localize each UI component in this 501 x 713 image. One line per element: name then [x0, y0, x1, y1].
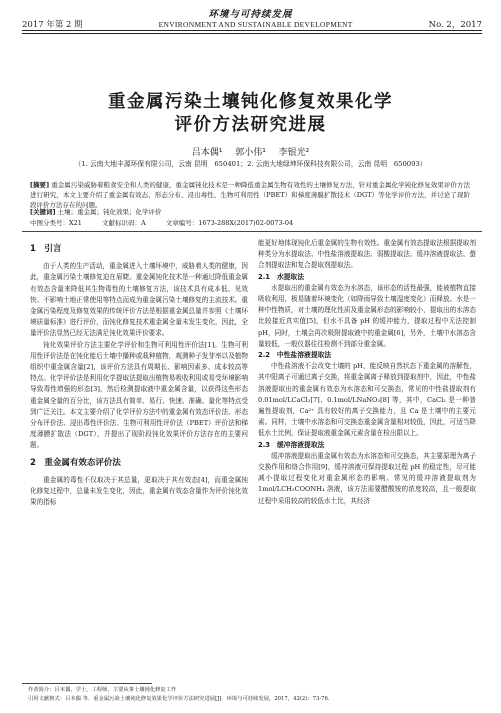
author: 李银光² [278, 148, 310, 158]
journal-name-en: ENVIRONMENT AND SUSTAINABLE DEVELOPMENT [158, 20, 353, 29]
keywords-label: [关键词] [30, 208, 56, 216]
paragraph: 由于人类的生产活动，重金属进入土壤环境中，威胁着人类的健康，因此，重金属污染土壤修复迫在眉睫。重金属钝化技术是一种通过降低重金属有效态含量来降低其生物毒性的土壤修复方法，该技术具有成本低、见效快、不影响土地正常使用等特点而成为重金属污染土壤修复的主流技术。重金属污染程度及修复效果的传统评价方法是根据重金属总量并参照《土壤环境质量标准》进行评价，而钝化修复技术重金属全量未发生变化，因此，全量评价法显然已经无法满足钝化效果评价要求。 [30, 262, 248, 338]
issue-en: No. 2，2017 [428, 20, 482, 30]
classification-line [30, 218, 470, 228]
subsection-heading-2-1: 2.1 水提取法 [258, 272, 305, 281]
keywords [30, 207, 470, 217]
doc-code: 文献标识码：A [101, 219, 146, 227]
author: 郭小伟¹ [235, 148, 266, 158]
footnote-rule [22, 683, 152, 684]
section-heading-intro: 1 引言 [30, 244, 62, 254]
affiliation: （1. 云南大地丰源环保有限公司，云南 昆明 650401；2. 云南大地绿坤环保科技有限公司，云南 昆明 650093） [74, 160, 427, 168]
header-rule-thin [22, 33, 482, 34]
paper-title-line1: 重金属污染土壤钝化修复效果化学 [108, 92, 393, 112]
right-column [258, 238, 476, 507]
issue-cn: 2017 年第 2 期 [22, 20, 83, 30]
header-row [22, 18, 482, 30]
paragraph: 重金属的毒性不仅取决于其总量，更取决于其有效态[4]，而重金属钝化修复过程中，总量未发生变化，因此，重金属有效态含量作为评价钝化效果的指标 [30, 475, 248, 507]
paragraph: 缓冲溶液提取出重金属有效态为水溶态和可交换态，其主要原理为离子交换作用和络合作用[9]，缓冲溶液可保持提取过程 pH 的稳定性，尽可能减小提取过程变化对重金属形态的影响。常见的缓冲溶液提取剂为 1mol/LCH₃COONH₄ 溶液，该方法需要醋酸铵的浓度较高，且一般提取过程中采用较高的较低水土比，其经济 [258, 451, 476, 505]
keywords-text: 土壤；重金属；钝化效果；化学评价 [57, 208, 162, 216]
paragraph: 钝化效果评价方法主要化学评价和生物可利用性评价法[1]。生物可利用性评价法是在钝化能后土壤中播种或栽种植物，观测种子发芽率以及植物组织中重金属含量[2]，该评价方法具有周期长、影响因素多、成本较高等特点。化学评价法是利用化学提取法提取出植物易吸收利用或易受环境影响导致毒性增强的形态[3]，然后检测提取液中重金属含量，以获得这些形态重金属全量的百分比，该方法具有简单、易行、快速、准确、量化等特点受到广泛关注。本文主要介绍了化学评价方法中的重金属有效态评价法、形态分布评价法、浸出毒性评价法、生物可利用性评价法（PBET）评价法和梯度薄膜扩散法（DGT），并提出了现阶段钝化效果评价方法存在的主要问题。 [30, 340, 248, 450]
clc-number: 中图分类号：X21 [30, 219, 82, 227]
author: 吕本偶¹ [191, 148, 223, 158]
abstract-text: 重金属污染威胁着粮食安全和人类的健康，重金属钝化技术是一种降低重金属生物有效性的土壤修复方法，针对重金属化学钝化修复效果评价方法进行研究，本文主要介绍了重金属有效态、形态分布、浸出毒性、生物可利用性（PBET）和梯度薄膜扩散技术（DGT）等化学评价方法，并讨论了现阶段评价方法存在的问题。 [30, 181, 470, 209]
paragraph: 能更好地体现钝化后重金属的生物有效性。重金属有效态提取法根据提取剂种类分为水提取法、中性盐溶液提取法、弱酸提取法、缓冲溶液提取法、螯合剂提取法和复合提取剂提取法。 [258, 239, 476, 270]
subsection-heading-2-2: 2.2 中性盐溶液提取法 [258, 351, 332, 360]
footnote-citation: 引用文献格式：吕本偶 等．重金属污染土壤钝化修复效果化学评价方法研究进展[J]．环境与可持续发展，2017，42(2)：73-76. [28, 696, 330, 702]
journal-name-header: 环境与可持续发展 [208, 9, 293, 20]
author-list [0, 145, 501, 158]
subsection-heading-2-3: 2.3 缓冲溶液提取法 [258, 440, 325, 449]
abstract-rule [22, 231, 482, 232]
footnote-author: 作者简介：吕本偶，学士，工程师，主要从事土壤钝化修复工作 [28, 687, 177, 693]
header-rule [22, 30, 482, 31]
paragraph: 水提取出的重金属有效态为水溶态，该形态的活性最强，能被植物直接吸收利用，极易随着环境变化（如降雨导致土壤湿度变化）而释放。水是一种中性物质，对土壤的理化性质及重金属形态的影响较小，提取出的水溶态比较接近真实值[5]，但水不具备 pH 的缓冲能力，提取过程中无法控制 pH，同时，土壤会再次吸附提取液中的重金属[6]，另外，土壤中水溶态含量较低，一般仪器往往检测不到部分重金属。 [258, 283, 476, 348]
paper-title-line2: 评价方法研究进展 [174, 115, 327, 135]
left-column [30, 238, 248, 508]
abstract-label: [摘要] [30, 181, 50, 189]
section-heading-2: 2 重金属有效态评价法 [30, 457, 121, 468]
article-number: 文章编号：1673-288X(2017)02-0073-04 [165, 219, 294, 227]
abstract [30, 180, 470, 210]
paragraph: 中性盐溶液不会改变土壤的 pH，能反映自然状态下重金属的溶解性，其中阳离子可通过离子交换，将重金属离子释放到提取剂中，因此，中性盐溶液提取出的重金属有效态为水溶态和可交换态，常见的中性盐提取剂有 0.01mol/LCaCl₂[7]、0.1mol/LNaNO₃[8] 等，其中，CaCl₂ 是一种普遍性提取剂，Ca²⁺ 具有较好的离子交换能力，且 Ca 是土壤中的主要元素。同样，土壤中水溶态和可交换态重金属含量相对较低，因此，可适当降低水土比例，保证提取液重金属元素含量在检出限以上。 [258, 362, 476, 438]
